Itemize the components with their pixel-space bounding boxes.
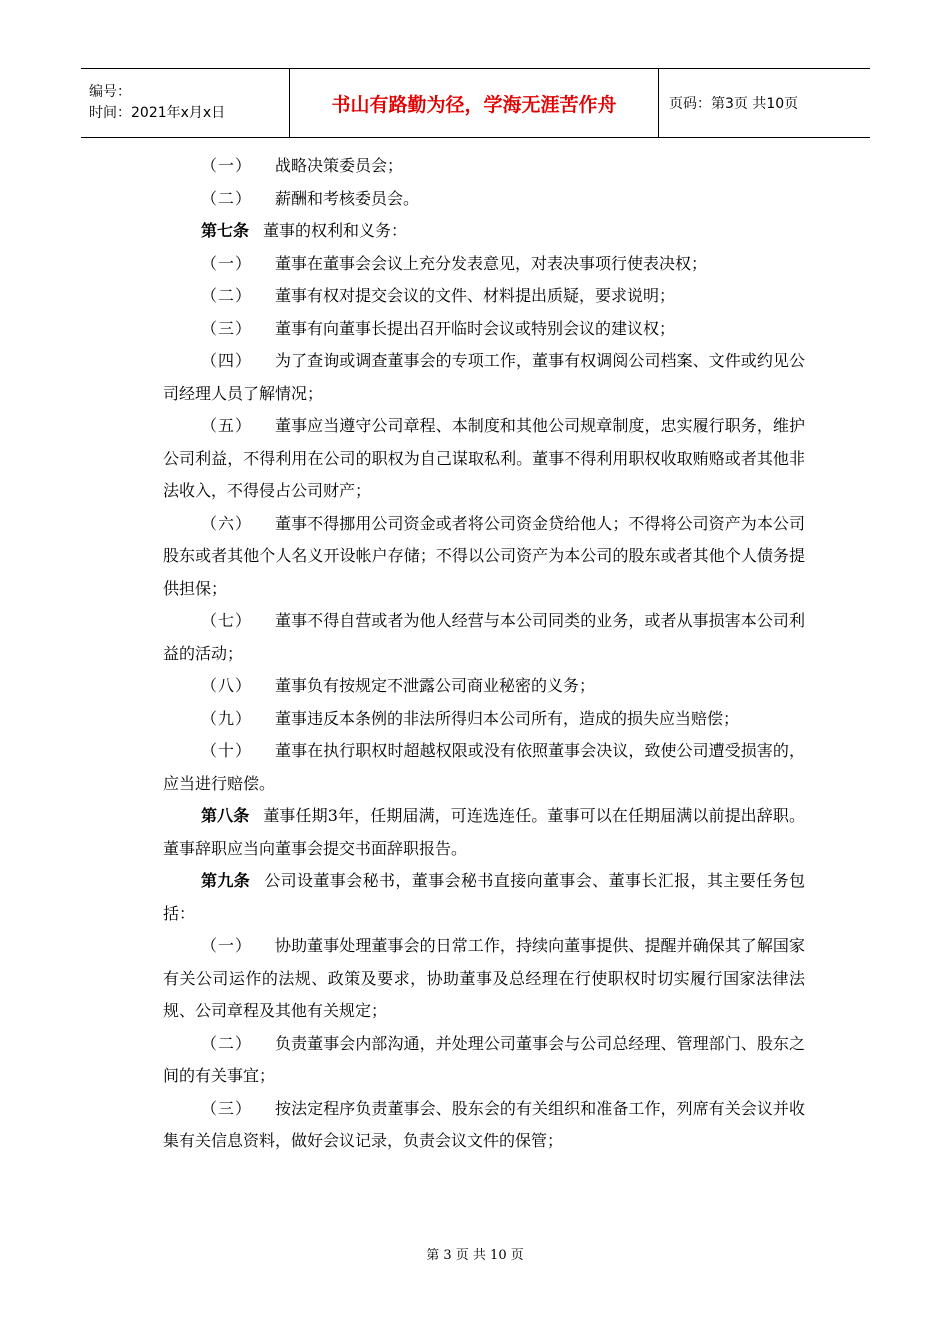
clause-paragraph — [163, 1028, 805, 1093]
clause-paragraph — [163, 1093, 805, 1158]
header-motto-cell — [289, 69, 659, 137]
paragraph-text: 董事在董事会会议上充分发表意见，对表决事项行使表决权； — [275, 253, 708, 273]
clause-paragraph — [163, 345, 805, 410]
clause-paragraph — [163, 508, 805, 606]
article-number: 第九条 — [201, 871, 251, 890]
paragraph-text: 董事有权对提交会议的文件、材料提出质疑，要求说明； — [275, 286, 676, 305]
clause-label: （九） — [201, 708, 253, 728]
clause-label: （二） — [201, 188, 253, 208]
paragraph-text: 负责董事会内部沟通，并处理公司董事会与公司总经理、管理部门、股东之间的有关事宜； — [163, 1033, 805, 1085]
article-paragraph — [163, 865, 805, 930]
clause-label: （十） — [201, 741, 253, 760]
paragraph-text: 薪酬和考核委员会。 — [275, 188, 420, 208]
paragraph-text: 董事应当遵守公司章程、本制度和其他公司规章制度，忠实履行职务，维护公司利益，不得利用在公司的职权为自己谋取私利。董事不得利用职权收取贿赂或者其他非法收入，不得侵占公司财产； — [163, 416, 805, 500]
clause-label: （四） — [201, 351, 253, 370]
paragraph-text: 董事的权利和义务： — [263, 221, 408, 240]
clause-paragraph — [163, 605, 805, 670]
clause-label: （三） — [201, 318, 253, 338]
motto: 书山有路勤为径，学海无涯苦作舟 — [331, 93, 617, 116]
clause-paragraph — [163, 703, 805, 736]
article-number: 第七条 — [201, 221, 250, 240]
paragraph-text: 按法定程序负责董事会、股东会的有关组织和准备工作，列席有关会议并收集有关信息资料，做好会议记录，负责会议文件的保管； — [163, 1098, 805, 1150]
clause-label: （一） — [201, 253, 253, 273]
paragraph-text: 董事在执行职权时超越权限或没有依照董事会决议，致使公司遭受损害的，应当进行赔偿。 — [163, 741, 805, 793]
clause-paragraph — [163, 183, 805, 216]
paragraph-text: 董事负有按规定不泄露公司商业秘密的义务； — [275, 676, 596, 695]
paragraph-text: 协助董事处理董事会的日常工作，持续向董事提供、提醒并确保其了解国家有关公司运作的法规、政策及要求，协助董事及总经理在行使职权时切实履行国家法律法规、公司章程及其他有关规定； — [163, 936, 805, 1020]
paragraph-text: 董事违反本条例的非法所得归本公司所有，造成的损失应当赔偿； — [275, 708, 740, 728]
paragraph-text: 董事不得挪用公司资金或者将公司资金贷给他人；不得将公司资产为本公司股东或者其他个人名义开设帐户存储；不得以公司资产为本公司的股东或者其他个人债务提供担保； — [163, 513, 805, 598]
clause-label: （五） — [201, 416, 253, 435]
clause-paragraph — [163, 930, 805, 1028]
article-paragraph — [163, 800, 805, 865]
clause-label: （二） — [201, 286, 253, 305]
paragraph-text: 董事任期3年，任期届满，可连选连任。董事可以在任期届满以前提出辞职。董事辞职应当向董事会提交书面辞职报告。 — [163, 806, 805, 858]
clause-label: （六） — [201, 513, 253, 533]
page-footer: 第 3 页 共 10 页 — [426, 1248, 524, 1263]
clause-label: （八） — [201, 676, 253, 695]
clause-paragraph — [163, 280, 805, 313]
clause-label: （二） — [201, 1033, 253, 1053]
date-label: 时间：2021年x月x日 — [89, 105, 226, 121]
document-body — [163, 150, 805, 1158]
clause-label: （一） — [201, 156, 253, 175]
clause-paragraph — [163, 735, 805, 800]
clause-label: （三） — [201, 1098, 253, 1118]
article-number: 第八条 — [201, 806, 250, 825]
paragraph-text: 战略决策委员会； — [275, 156, 404, 175]
page-info: 页码：第3页 共10页 — [669, 96, 799, 112]
number-label: 编号： — [89, 84, 131, 100]
paragraph-text: 董事不得自营或者为他人经营与本公司同类的业务，或者从事损害本公司利益的活动； — [163, 611, 805, 663]
header-meta — [81, 69, 289, 137]
clause-label: （一） — [201, 936, 253, 955]
clause-paragraph — [163, 248, 805, 281]
clause-paragraph — [163, 410, 805, 508]
clause-paragraph — [163, 670, 805, 703]
paragraph-text: 为了查询或调查董事会的专项工作，董事有权调阅公司档案、文件或约见公司经理人员了解情况； — [163, 351, 805, 403]
paragraph-text: 公司设董事会秘书，董事会秘书直接向董事会、董事长汇报，其主要任务包括： — [163, 871, 805, 923]
clause-paragraph — [163, 150, 805, 183]
clause-paragraph — [163, 313, 805, 346]
paragraph-text: 董事有向董事长提出召开临时会议或特别会议的建议权； — [275, 318, 676, 338]
article-paragraph — [163, 215, 805, 248]
document-header — [81, 68, 870, 138]
clause-label: （七） — [201, 611, 253, 630]
header-page-cell — [659, 69, 870, 137]
